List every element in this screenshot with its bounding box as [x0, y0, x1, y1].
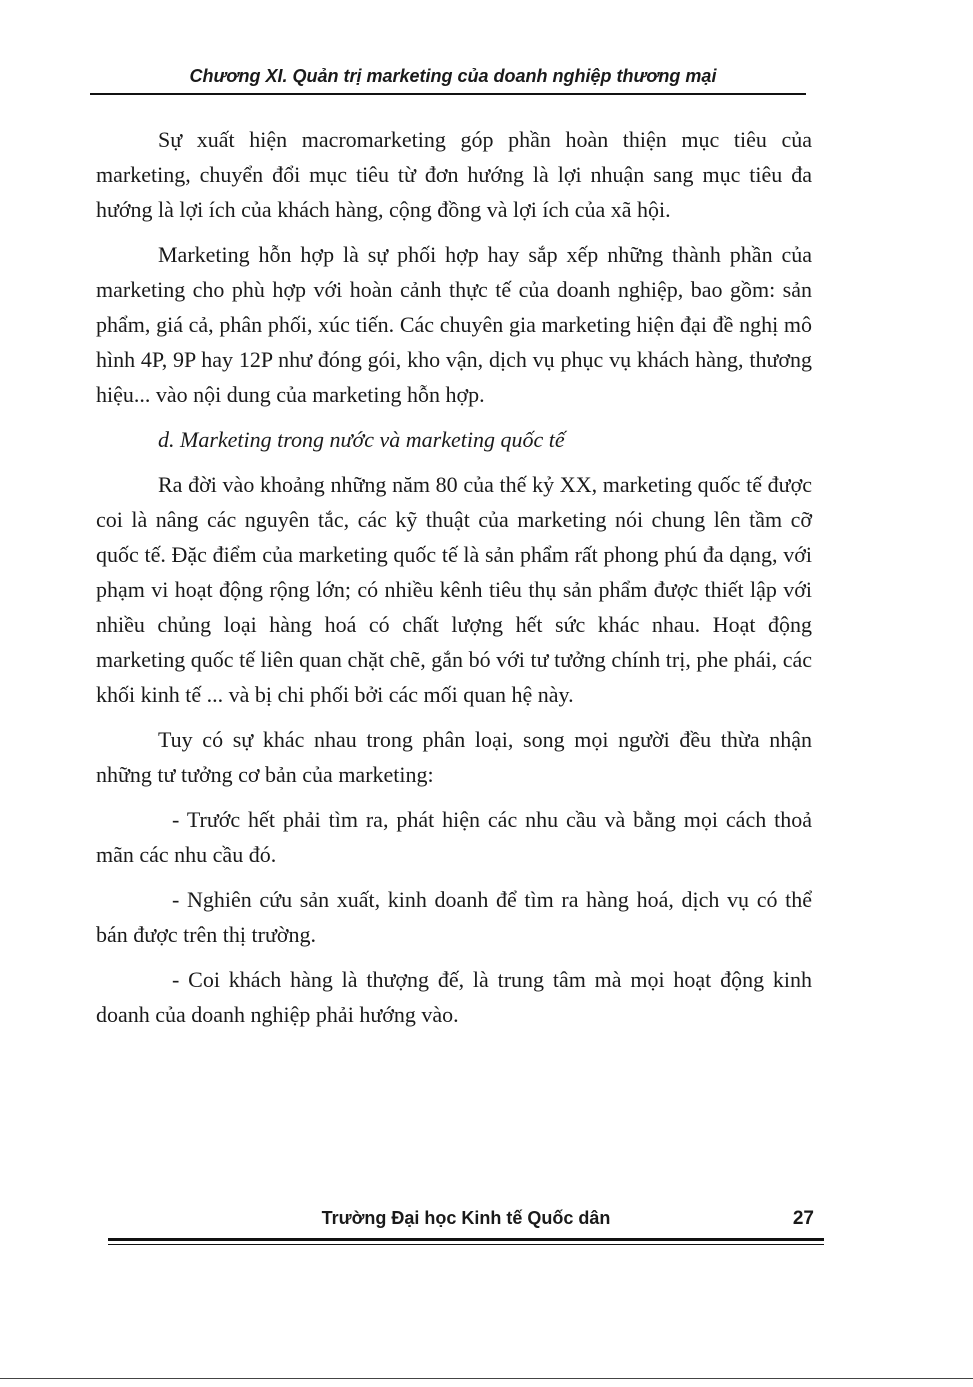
chapter-title: Chương XI. Quản trị marketing của doanh nghiệp thương mại: [189, 66, 717, 86]
scan-edge-line: [0, 1378, 973, 1379]
paragraph-macromarketing: Sự xuất hiện macromarketing góp phần hoàn thiện mục tiêu của marketing, chuyển đổi mục tiêu từ đơn hướng là lợi nhuận sang mục tiêu đa hướng là lợi ích của khách hàng, cộng đồng và lợi ích của xã hội.: [96, 127, 812, 222]
bullet-item: - Coi khách hàng là thượng đế, là trung tâm mà mọi hoạt động kinh doanh của doanh nghiệp phải hướng vào.: [96, 967, 812, 1027]
footer-rule-thin: [108, 1244, 824, 1245]
institution-name: Trường Đại học Kinh tế Quốc dân: [321, 1208, 611, 1228]
page-number: 27: [792, 1208, 814, 1229]
bullet-item: - Trước hết phải tìm ra, phát hiện các nhu cầu và bằng mọi cách thoả mãn các nhu cầu đó.: [96, 807, 812, 867]
paragraph-basic-ideas-intro: Tuy có sự khác nhau trong phân loại, song mọi người đều thừa nhận những tư tưởng cơ bản của marketing:: [96, 727, 812, 787]
bullet-item: - Nghiên cứu sản xuất, kinh doanh để tìm ra hàng hoá, dịch vụ có thể bán được trên thị trường.: [96, 887, 812, 947]
page-body: [96, 122, 812, 1042]
paragraph-marketing-mix: Marketing hỗn hợp là sự phối hợp hay sắp xếp những thành phần của marketing cho phù hợp với hoàn cảnh thực tế của doanh nghiệp, bao gồm: sản phẩm, giá cả, phân phối, xúc tiến. Các chuyên gia marketing hiện đại đề nghị mô hình 4P, 9P hay 12P như đóng gói, kho vận, dịch vụ phục vụ khách hàng, thương hiệu... vào nội dung của marketing hỗn hợp.: [96, 242, 812, 407]
header-rule: [90, 93, 806, 95]
section-heading: d. Marketing trong nước và marketing quốc tế: [158, 427, 565, 452]
page-header: [90, 66, 806, 95]
paragraph-international-marketing: Ra đời vào khoảng những năm 80 của thế kỷ XX, marketing quốc tế được coi là nâng các nguyên tắc, các kỹ thuật của marketing nói chung lên tầm cỡ quốc tế. Đặc điểm của marketing quốc tế là sản phẩm rất phong phú đa dạng, với phạm vi hoạt động rộng lớn; có nhiều kênh tiêu thụ sản phẩm được thiết lập với nhiều chủng loại hàng hoá có chất lượng hết sức khác nhau. Hoạt động marketing quốc tế liên quan chặt chẽ, gắn bó với tư tưởng chính trị, phe phái, các khối kinh tế ... và bị chi phối bởi các mối quan hệ này.: [96, 472, 812, 707]
footer-rule: [108, 1238, 824, 1241]
page-footer: [108, 1208, 824, 1245]
